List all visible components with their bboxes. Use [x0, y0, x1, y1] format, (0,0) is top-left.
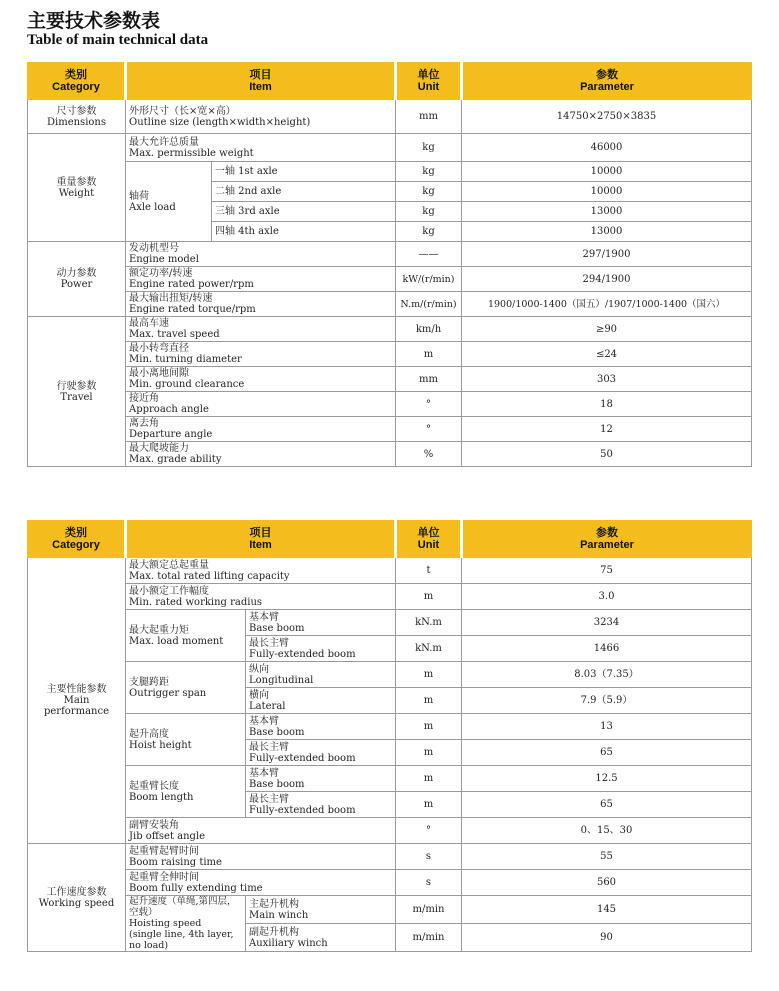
table-row: [28, 134, 752, 162]
value-cell: 1466: [462, 636, 752, 662]
table-row: [28, 367, 752, 392]
unit-cell: ——: [396, 242, 462, 267]
sub-item-cell: 副起升机构 Auxiliary winch: [246, 924, 396, 952]
table-row: [28, 818, 752, 844]
performance-data-table: [27, 520, 752, 952]
item-cell: 最大爬坡能力 Max. grade ability: [126, 442, 396, 467]
table-row: [28, 317, 752, 342]
unit-cell: m: [396, 662, 462, 688]
item-cell: 最大输出扭矩/转速 Engine rated torque/rpm: [126, 292, 396, 317]
unit-header: 单位 Unit: [396, 521, 462, 558]
unit-cell: kg: [396, 134, 462, 162]
unit-cell: N.m/(r/min): [396, 292, 462, 317]
page-title-cn: 主要技术参数表: [27, 10, 161, 32]
category-header: 类别 Category: [28, 63, 126, 100]
unit-cell: s: [396, 870, 462, 896]
item-cell: 最大额定总起重量 Max. total rated lifting capacity: [126, 558, 396, 584]
sub-item-cell: 三轴 3rd axle: [212, 202, 396, 222]
unit-cell: m: [396, 766, 462, 792]
table-row: [28, 610, 752, 636]
sub-item-cell: 四轴 4th axle: [212, 222, 396, 242]
item-cell: 最大允许总质量 Max. permissible weight: [126, 134, 396, 162]
table-row: [28, 267, 752, 292]
unit-cell: %: [396, 442, 462, 467]
table-row: [28, 292, 752, 317]
item-cell: 最大起重力矩 Max. load moment: [126, 610, 246, 662]
sub-item-cell: 基本臂 Base boom: [246, 714, 396, 740]
table-row: [28, 162, 752, 182]
value-cell: 18: [462, 392, 752, 417]
table-row: [28, 417, 752, 442]
sub-item-cell: 基本臂 Base boom: [246, 766, 396, 792]
value-cell: 297/1900: [462, 242, 752, 267]
sub-item-cell: 最长主臂 Fully-extended boom: [246, 792, 396, 818]
value-cell: 3.0: [462, 584, 752, 610]
table-row: [28, 442, 752, 467]
item-cell: 起重臂起臂时间 Boom raising time: [126, 844, 396, 870]
unit-cell: kg: [396, 182, 462, 202]
item-header: 项目 Item: [126, 521, 396, 558]
item-cell: 支腿跨距 Outrigger span: [126, 662, 246, 714]
item-cell: 发动机型号 Engine model: [126, 242, 396, 267]
sub-item-cell: 最长主臂 Fully-extended boom: [246, 740, 396, 766]
unit-cell: m/min: [396, 924, 462, 952]
unit-cell: kg: [396, 222, 462, 242]
value-cell: 10000: [462, 182, 752, 202]
category-cell: 尺寸参数 Dimensions: [28, 100, 126, 134]
value-cell: 65: [462, 792, 752, 818]
sub-item-cell: 纵向 Longitudinal: [246, 662, 396, 688]
value-cell: 14750×2750×3835: [462, 100, 752, 134]
table-row: [28, 584, 752, 610]
unit-cell: km/h: [396, 317, 462, 342]
unit-cell: kW/(r/min): [396, 267, 462, 292]
table-row: [28, 342, 752, 367]
category-header: 类别 Category: [28, 521, 126, 558]
unit-cell: kN.m: [396, 636, 462, 662]
value-cell: 55: [462, 844, 752, 870]
sub-item-cell: 主起升机构 Main winch: [246, 896, 396, 924]
unit-cell: m: [396, 792, 462, 818]
item-cell: 最小额定工作幅度 Min. rated working radius: [126, 584, 396, 610]
unit-cell: m/min: [396, 896, 462, 924]
value-cell: 13000: [462, 222, 752, 242]
item-cell: 轴荷 Axle load: [126, 162, 212, 242]
unit-header: 单位 Unit: [396, 63, 462, 100]
value-cell: ≤24: [462, 342, 752, 367]
value-cell: ≥90: [462, 317, 752, 342]
table-row: [28, 662, 752, 688]
unit-cell: °: [396, 417, 462, 442]
value-cell: 12.5: [462, 766, 752, 792]
table-row: [28, 100, 752, 134]
unit-cell: kg: [396, 202, 462, 222]
item-cell: 起升速度（单绳,第四层，空载） Hoisting speed (single line, 4th layer, no load): [126, 896, 246, 952]
table-row: [28, 896, 752, 924]
value-cell: 46000: [462, 134, 752, 162]
unit-cell: m: [396, 688, 462, 714]
unit-cell: °: [396, 392, 462, 417]
value-cell: 8.03（7.35）: [462, 662, 752, 688]
item-cell: 起重臂长度 Boom length: [126, 766, 246, 818]
unit-cell: kN.m: [396, 610, 462, 636]
sub-item-cell: 基本臂 Base boom: [246, 610, 396, 636]
item-cell: 起升高度 Hoist height: [126, 714, 246, 766]
unit-cell: s: [396, 844, 462, 870]
value-cell: 303: [462, 367, 752, 392]
page-title-en: Table of main technical data: [27, 32, 209, 48]
unit-cell: mm: [396, 367, 462, 392]
value-cell: 0、15、30: [462, 818, 752, 844]
value-cell: 10000: [462, 162, 752, 182]
unit-cell: m: [396, 584, 462, 610]
table-row: [28, 392, 752, 417]
item-cell: 外形尺寸（长×宽×高） Outline size (length×width×height): [126, 100, 396, 134]
item-cell: 离去角 Departure angle: [126, 417, 396, 442]
unit-cell: m: [396, 342, 462, 367]
item-cell: 接近角 Approach angle: [126, 392, 396, 417]
category-cell: 动力参数 Power: [28, 242, 126, 317]
category-cell: 工作速度参数 Working speed: [28, 844, 126, 952]
sub-item-cell: 横向 Lateral: [246, 688, 396, 714]
sub-item-cell: 最长主臂 Fully-extended boom: [246, 636, 396, 662]
table-row: [28, 766, 752, 792]
table-row: [28, 558, 752, 584]
value-cell: 75: [462, 558, 752, 584]
unit-cell: m: [396, 714, 462, 740]
value-cell: 12: [462, 417, 752, 442]
unit-cell: m: [396, 740, 462, 766]
unit-cell: mm: [396, 100, 462, 134]
value-cell: 50: [462, 442, 752, 467]
table-header-row: [28, 63, 752, 100]
value-cell: 65: [462, 740, 752, 766]
value-cell: 7.9（5.9）: [462, 688, 752, 714]
parameter-header: 参数 Parameter: [462, 521, 752, 558]
sub-item-cell: 二轴 2nd axle: [212, 182, 396, 202]
value-cell: 145: [462, 896, 752, 924]
value-cell: 13: [462, 714, 752, 740]
unit-cell: °: [396, 818, 462, 844]
value-cell: 90: [462, 924, 752, 952]
table-row: [28, 242, 752, 267]
item-cell: 起重臂全伸时间 Boom fully extending time: [126, 870, 396, 896]
item-header: 项目 Item: [126, 63, 396, 100]
table-row: [28, 870, 752, 896]
main-technical-data-table: [27, 62, 752, 467]
value-cell: 13000: [462, 202, 752, 222]
item-cell: 额定功率/转速 Engine rated power/rpm: [126, 267, 396, 292]
category-cell: 行驶参数 Travel: [28, 317, 126, 467]
category-cell: 重量参数 Weight: [28, 134, 126, 242]
value-cell: 3234: [462, 610, 752, 636]
sub-item-cell: 一轴 1st axle: [212, 162, 396, 182]
value-cell: 1900/1000-1400（国五）/1907/1000-1400（国六）: [462, 292, 752, 317]
table-row: [28, 714, 752, 740]
value-cell: 560: [462, 870, 752, 896]
item-cell: 最小离地间隙 Min. ground clearance: [126, 367, 396, 392]
table-row: [28, 844, 752, 870]
table-header-row: [28, 521, 752, 558]
value-cell: 294/1900: [462, 267, 752, 292]
item-cell: 最小转弯直径 Min. turning diameter: [126, 342, 396, 367]
category-cell: 主要性能参数 Main performance: [28, 558, 126, 844]
unit-cell: t: [396, 558, 462, 584]
item-cell: 副臂安装角 Jib offset angle: [126, 818, 396, 844]
unit-cell: kg: [396, 162, 462, 182]
parameter-header: 参数 Parameter: [462, 63, 752, 100]
item-cell: 最高车速 Max. travel speed: [126, 317, 396, 342]
